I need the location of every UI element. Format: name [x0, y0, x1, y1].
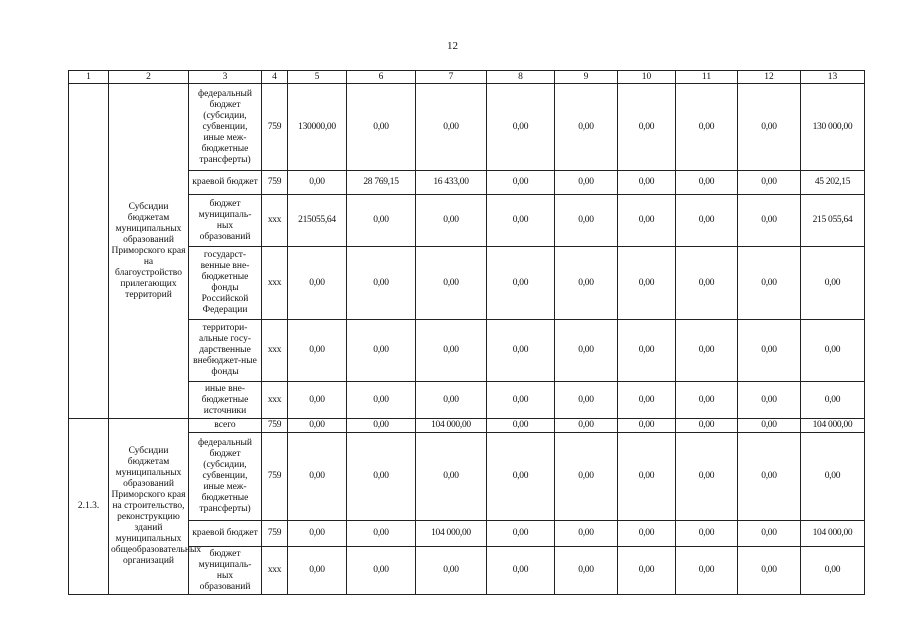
value-cell: 0,00: [487, 171, 555, 195]
funding-source: иные вне-бюджетные источники: [189, 382, 262, 419]
value-cell: 0,00: [676, 547, 738, 595]
kbk-code: 759: [262, 419, 288, 433]
value-cell: 0,00: [555, 382, 618, 419]
value-cell: 0,00: [738, 320, 801, 382]
col-header: 5: [288, 71, 347, 84]
value-cell: 0,00: [487, 521, 555, 547]
value-cell: 0,00: [801, 433, 865, 521]
funding-source: бюджет муниципаль-ных образований: [189, 547, 262, 595]
value-cell: 0,00: [288, 521, 347, 547]
table-row: [69, 419, 865, 433]
value-cell: 0,00: [347, 195, 416, 247]
value-cell: 0,00: [676, 433, 738, 521]
value-cell: 0,00: [288, 247, 347, 320]
table-row: [69, 195, 865, 247]
value-cell: 0,00: [738, 382, 801, 419]
funding-source: всего: [189, 419, 262, 433]
value-cell: 0,00: [676, 171, 738, 195]
funding-source: федеральный бюджет (субсидии, субвенции, иные меж-бюджетные трансферты): [189, 84, 262, 171]
funding-source: государст-венные вне-бюджетные фонды Российской Федерации: [189, 247, 262, 320]
value-cell: 0,00: [618, 521, 676, 547]
value-cell: 0,00: [347, 382, 416, 419]
table-row: [69, 84, 865, 171]
value-cell: 104 000,00: [416, 419, 487, 433]
table-row: [69, 320, 865, 382]
kbk-code: xxx: [262, 547, 288, 595]
table-row: [69, 382, 865, 419]
value-cell: 215 055,64: [801, 195, 865, 247]
value-cell: 0,00: [347, 320, 416, 382]
value-cell: 0,00: [618, 547, 676, 595]
funding-source: территори-альные госу-дарственные внебюджет-ные фонды: [189, 320, 262, 382]
kbk-code: 759: [262, 433, 288, 521]
value-cell: 130000,00: [288, 84, 347, 171]
value-cell: 0,00: [618, 247, 676, 320]
col-header: 12: [738, 71, 801, 84]
header-row: [69, 71, 865, 84]
value-cell: 0,00: [347, 247, 416, 320]
value-cell: 0,00: [416, 195, 487, 247]
value-cell: 0,00: [288, 320, 347, 382]
value-cell: 0,00: [487, 382, 555, 419]
value-cell: 0,00: [738, 547, 801, 595]
value-cell: 0,00: [618, 382, 676, 419]
value-cell: 0,00: [416, 382, 487, 419]
value-cell: 0,00: [738, 419, 801, 433]
value-cell: 104 000,00: [801, 521, 865, 547]
value-cell: 215055,64: [288, 195, 347, 247]
value-cell: 0,00: [676, 419, 738, 433]
value-cell: 0,00: [487, 247, 555, 320]
value-cell: 0,00: [555, 84, 618, 171]
value-cell: 0,00: [555, 433, 618, 521]
value-cell: 0,00: [288, 433, 347, 521]
value-cell: 0,00: [676, 382, 738, 419]
value-cell: 0,00: [416, 84, 487, 171]
value-cell: 0,00: [738, 247, 801, 320]
value-cell: 0,00: [738, 521, 801, 547]
table-row: [69, 433, 865, 521]
value-cell: 0,00: [347, 433, 416, 521]
value-cell: 0,00: [676, 320, 738, 382]
value-cell: 0,00: [555, 171, 618, 195]
col-header: 10: [618, 71, 676, 84]
value-cell: 0,00: [676, 247, 738, 320]
kbk-code: xxx: [262, 195, 288, 247]
value-cell: 0,00: [487, 547, 555, 595]
value-cell: 0,00: [738, 171, 801, 195]
value-cell: 0,00: [347, 521, 416, 547]
col-header: 9: [555, 71, 618, 84]
kbk-code: xxx: [262, 247, 288, 320]
value-cell: 0,00: [416, 247, 487, 320]
col-header: 13: [801, 71, 865, 84]
value-cell: 0,00: [347, 419, 416, 433]
col-header: 11: [676, 71, 738, 84]
funding-source: краевой бюджет: [189, 521, 262, 547]
value-cell: 0,00: [801, 247, 865, 320]
value-cell: 0,00: [555, 195, 618, 247]
value-cell: 0,00: [801, 547, 865, 595]
value-cell: 0,00: [487, 195, 555, 247]
value-cell: 0,00: [487, 433, 555, 521]
value-cell: 0,00: [618, 195, 676, 247]
value-cell: 0,00: [487, 84, 555, 171]
value-cell: 0,00: [416, 433, 487, 521]
value-cell: 0,00: [288, 382, 347, 419]
value-cell: 0,00: [801, 382, 865, 419]
value-cell: 0,00: [738, 433, 801, 521]
value-cell: 0,00: [738, 195, 801, 247]
value-cell: 0,00: [618, 419, 676, 433]
item-code: 2.1.3.: [69, 419, 109, 595]
item-name: Субсидии бюджетам муниципальных образований Приморского края на благоустройство прилегающих территорий: [109, 84, 189, 419]
funding-source: краевой бюджет: [189, 171, 262, 195]
value-cell: 0,00: [555, 547, 618, 595]
item-code: [69, 84, 109, 419]
kbk-code: 759: [262, 84, 288, 171]
value-cell: 0,00: [676, 195, 738, 247]
value-cell: 104 000,00: [801, 419, 865, 433]
value-cell: 0,00: [555, 320, 618, 382]
value-cell: 0,00: [738, 84, 801, 171]
table-row: [69, 247, 865, 320]
col-header: 6: [347, 71, 416, 84]
value-cell: 16 433,00: [416, 171, 487, 195]
value-cell: 0,00: [618, 171, 676, 195]
value-cell: 0,00: [618, 433, 676, 521]
value-cell: 0,00: [288, 419, 347, 433]
value-cell: 0,00: [618, 320, 676, 382]
value-cell: 0,00: [618, 84, 676, 171]
col-header: 8: [487, 71, 555, 84]
value-cell: 0,00: [416, 547, 487, 595]
value-cell: 130 000,00: [801, 84, 865, 171]
col-header: 7: [416, 71, 487, 84]
funding-source: бюджет муниципаль-ных образований: [189, 195, 262, 247]
page-number: 12: [447, 40, 458, 52]
col-header: 3: [189, 71, 262, 84]
value-cell: 0,00: [487, 320, 555, 382]
budget-table: [68, 70, 865, 595]
value-cell: 0,00: [676, 521, 738, 547]
value-cell: 0,00: [347, 547, 416, 595]
table-row: [69, 521, 865, 547]
value-cell: 104 000,00: [416, 521, 487, 547]
table-row: [69, 171, 865, 195]
kbk-code: xxx: [262, 320, 288, 382]
value-cell: 0,00: [801, 320, 865, 382]
col-header: 1: [69, 71, 109, 84]
value-cell: 0,00: [288, 171, 347, 195]
kbk-code: 759: [262, 521, 288, 547]
value-cell: 0,00: [555, 247, 618, 320]
value-cell: 0,00: [676, 84, 738, 171]
item-name: Субсидии бюджетам муниципальных образований Приморского края на строительство, реконструкцию зданий муниципальных общеобразовательных организаций: [109, 419, 189, 595]
kbk-code: 759: [262, 171, 288, 195]
value-cell: 0,00: [347, 84, 416, 171]
col-header: 2: [109, 71, 189, 84]
value-cell: 0,00: [555, 521, 618, 547]
col-header: 4: [262, 71, 288, 84]
value-cell: 0,00: [555, 419, 618, 433]
value-cell: 45 202,15: [801, 171, 865, 195]
value-cell: 0,00: [288, 547, 347, 595]
value-cell: 0,00: [416, 320, 487, 382]
kbk-code: xxx: [262, 382, 288, 419]
value-cell: 0,00: [487, 419, 555, 433]
funding-source: федеральный бюджет (субсидии, субвенции, иные меж-бюджетные трансферты): [189, 433, 262, 521]
value-cell: 28 769,15: [347, 171, 416, 195]
